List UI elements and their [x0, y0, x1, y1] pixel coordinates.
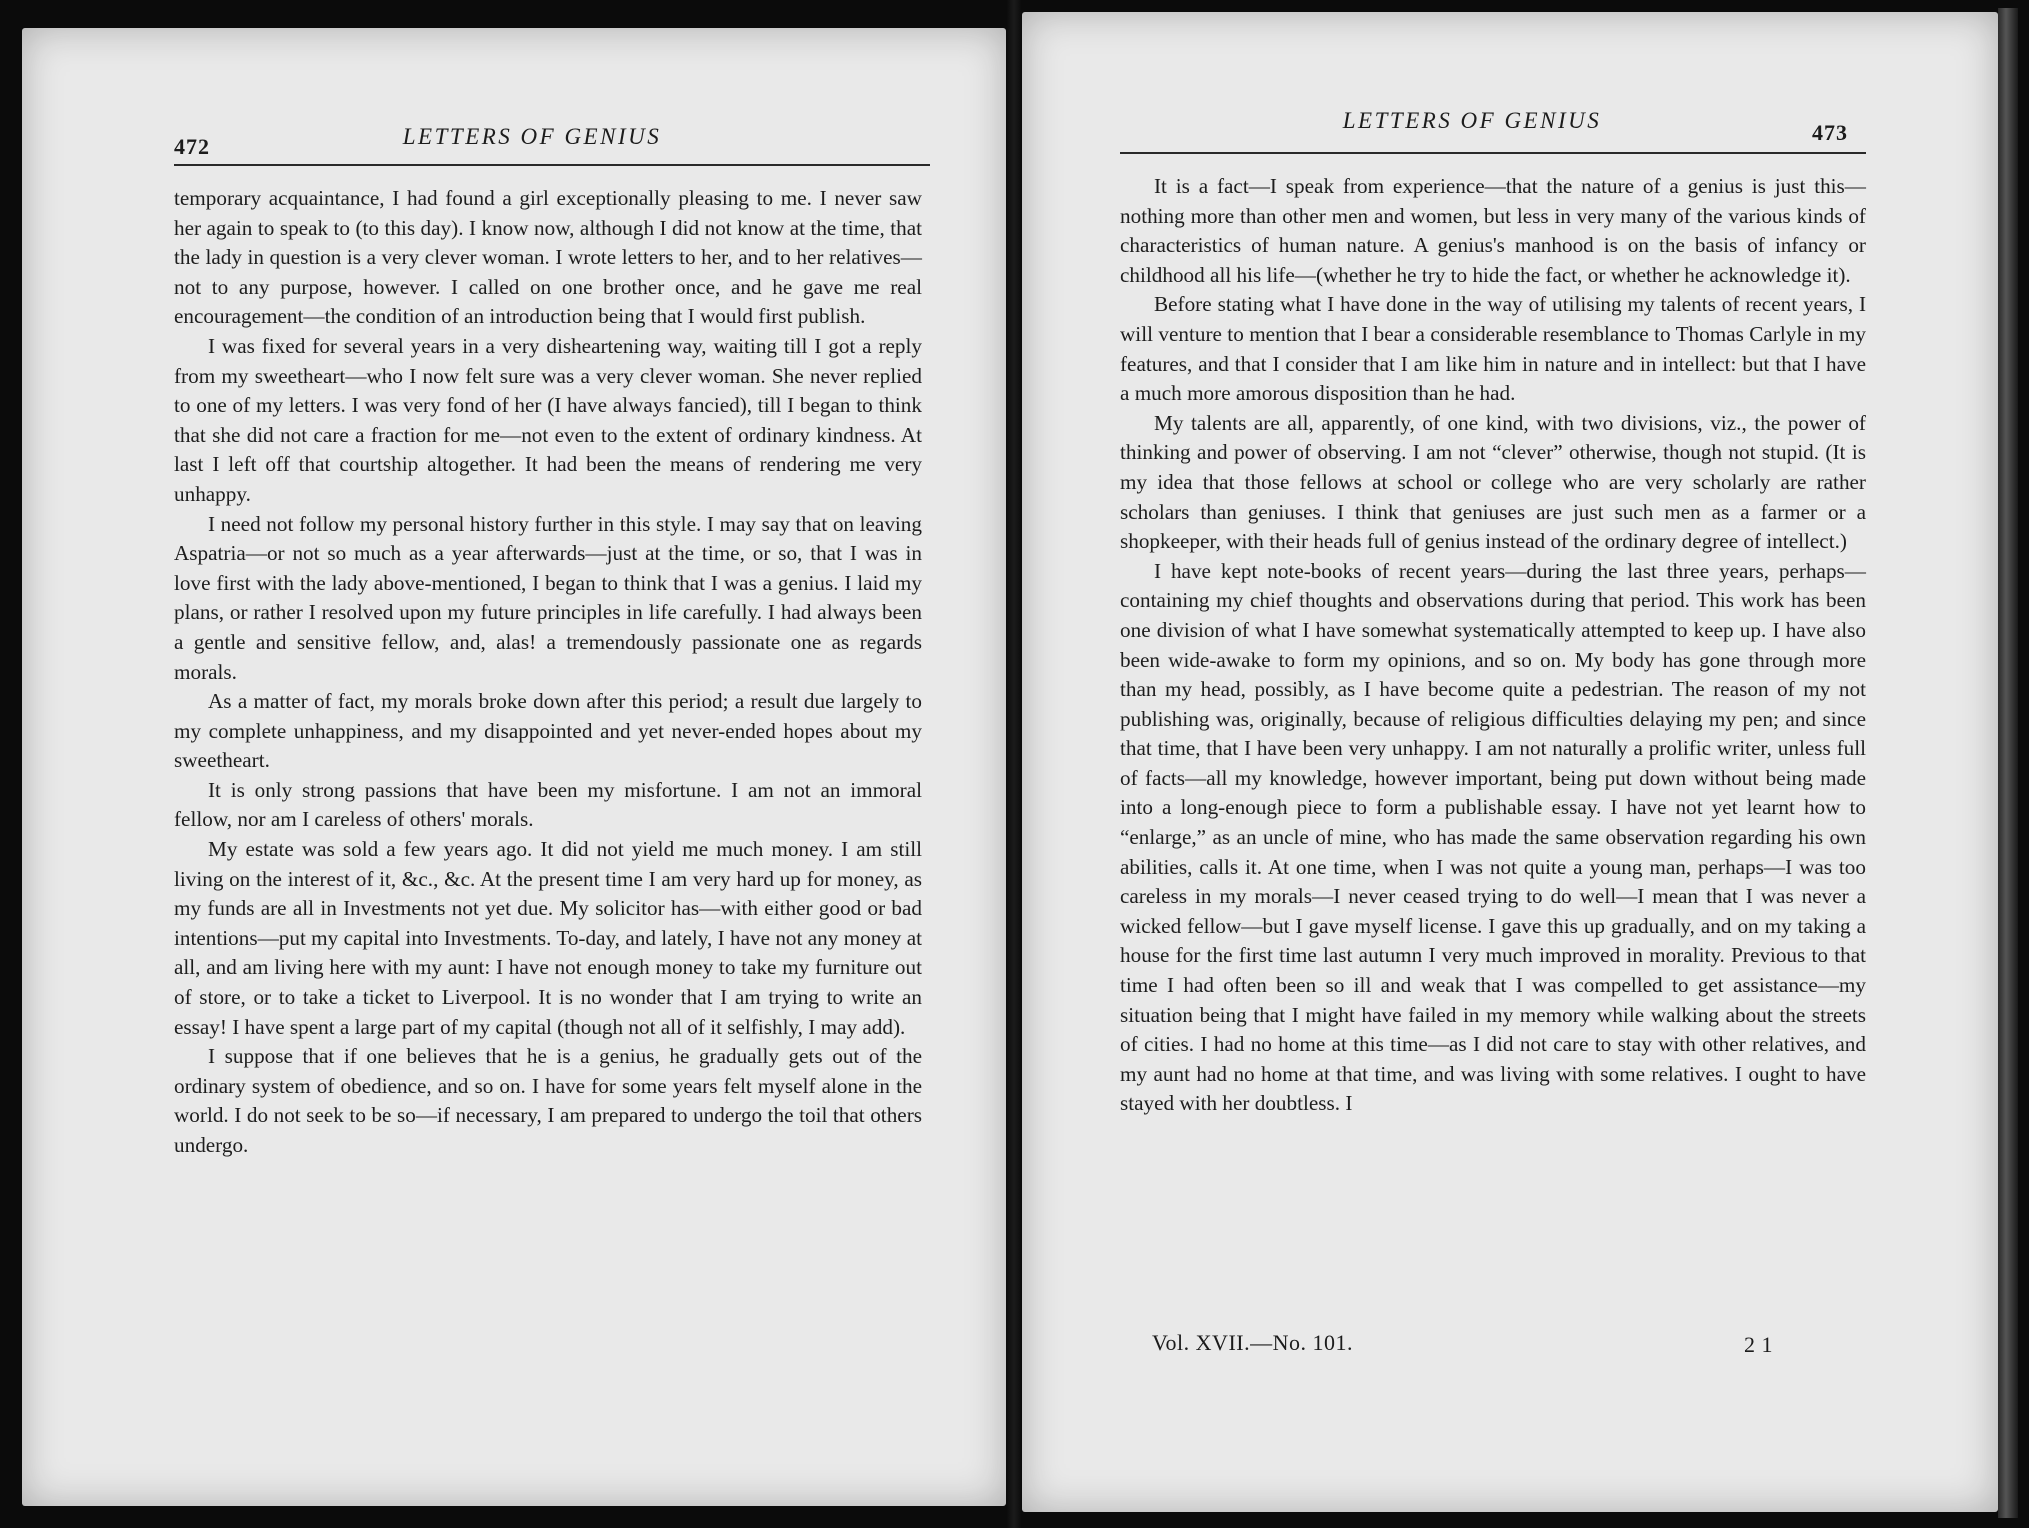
running-head: LETTERS OF GENIUS	[402, 124, 662, 149]
paragraph: It is a fact—I speak from experience—that the nature of a genius is just this—nothing more than other men and women, but less in very many of the various kinds of characteristics of human nature. A genius's manhood is on the basis of infancy or childhood all his life—(whether he try to hide the fact, or whether he acknowledge it).	[1120, 174, 1866, 287]
signature-line: Vol. XVII.—No. 101.	[1152, 1330, 1353, 1355]
header-rule	[174, 164, 930, 166]
signature-mark: 2 1	[1744, 1332, 1773, 1357]
paragraph: My estate was sold a few years ago. It did not yield me much money. I am still living on the interest of it, &c., &c. At the present time I am very hard up for money, as my funds are all in Investments not yet due. My solicitor has—with either good or bad intentions—put my capital into Investments. To-day, and lately, I have not any money at all, and am living here with my aunt: I have not enough money to take my furniture out of store, or to take a ticket to Liverpool. It is no wonder that I am trying to write an essay! I have spent a large part of my capital (though not all of it selfishly, I may add).	[174, 837, 922, 1039]
paragraph: Before stating what I have done in the way of utilising my talents of recent years, I will venture to mention that I bear a considerable resemblance to Thomas Carlyle in my features, and that I consider that I am like him in nature and in intellect: but that I have a much more amorous disposition than he had.	[1120, 292, 1866, 406]
running-head: LETTERS OF GENIUS	[1342, 108, 1602, 133]
header-rule	[1120, 152, 1866, 154]
paragraph: My talents are all, apparently, of one kind, with two divisions, viz., the power of thinking and power of observing. I am not “clever” otherwise, though not stupid. (It is my idea that those fellows at school or college who are very scholarly are rather scholars than geniuses. I think that geniuses are just such men as a farmer or a shopkeeper, with their heads full of genius instead of the ordinary degree of intellect.)	[1120, 410, 1866, 554]
book-edge	[1998, 8, 2018, 1518]
book-gutter	[1006, 0, 1022, 1528]
paragraph: I suppose that if one believes that he is a genius, he gradually gets out of the ordinary system of obedience, and so on. I have for some years felt myself alone in the world. I do not seek to be so—if necessary, I am prepared to undergo the toil that others undergo.	[174, 1044, 922, 1157]
paragraph: I need not follow my personal history further in this style. I may say that on leaving Aspatria—or not so much as a year afterwards—just at the time, or so, that I was in love first with the lady above-mentioned, I began to think that I was a genius. I laid my plans, or rather I resolved upon my future principles in life carefully. I had always been a gentle and sensitive fellow, and, alas! a tremendously passionate one as regards morals.	[174, 511, 922, 684]
page-number: 472	[174, 134, 210, 159]
left-page	[22, 28, 1006, 1506]
page-number: 473	[1812, 120, 1848, 145]
paragraph: As a matter of fact, my morals broke down after this period; a result due largely to my complete unhappiness, and my disappointed and yet never-ended hopes about my sweetheart.	[174, 689, 922, 773]
paragraph: I was fixed for several years in a very disheartening way, waiting till I got a reply from my sweetheart—who I now felt sure was a very clever woman. She never replied to one of my letters. I was very fond of her (I have always fancied), till I began to think that she did not care a fraction for me—not even to the extent of ordinary kindness. At last I left off that courtship altogether. It had been the means of rendering me very unhappy.	[174, 333, 922, 506]
right-page-text	[1120, 172, 1866, 1119]
left-page-text	[174, 184, 922, 1161]
paragraph: I have kept note-books of recent years—during the last three years, perhaps—containing my chief thoughts and observations during that period. This work has been one division of what I have somewhat systematically attempted to keep up. I have also been wide-awake to form my opinions, and so on. My body has gone through more than my head, possibly, as I have become quite a pedestrian. The reason of my not publishing was, originally, because of religious difficulties delaying my pen; and since that time, that I have been very unhappy. I am not naturally a prolific writer, unless full of facts—all my knowledge, however important, being put down without being made into a long-enough piece to form a publishable essay. I have not yet learnt how to “enlarge,” as an uncle of mine, who has made the same observation regarding his own abilities, calls it. At one time, when I was not quite a young man, perhaps—I was too careless in my morals—I never ceased trying to do well—I mean that I was never a wicked fellow—but I gave myself license. I gave this up gradually, and on my taking a house for the first time last autumn I very much improved in morality. Previous to that time I had often been so ill and weak that I was compelled to get assistance—my situation being that I might have failed in my memory while walking about the streets of cities. I had no home at this time—as I did not care to stay with other relatives, and my aunt had no home at that time, and was living with some relatives. I ought to have stayed with her doubtless. I	[1120, 558, 1866, 1116]
right-page	[1022, 12, 1998, 1512]
paragraph: It is only strong passions that have been my misfortune. I am not an immoral fellow, nor am I careless of others' morals.	[174, 777, 922, 832]
paragraph: temporary acquaintance, I had found a girl exceptionally pleasing to me. I never saw her again to speak to (to this day). I know now, although I did not know at the time, that the lady in question is a very clever woman. I wrote letters to her, and to her relatives—not to any purpose, however. I called on one brother once, and he gave me real encouragement—the condition of an introduction being that I would first publish.	[174, 186, 922, 329]
